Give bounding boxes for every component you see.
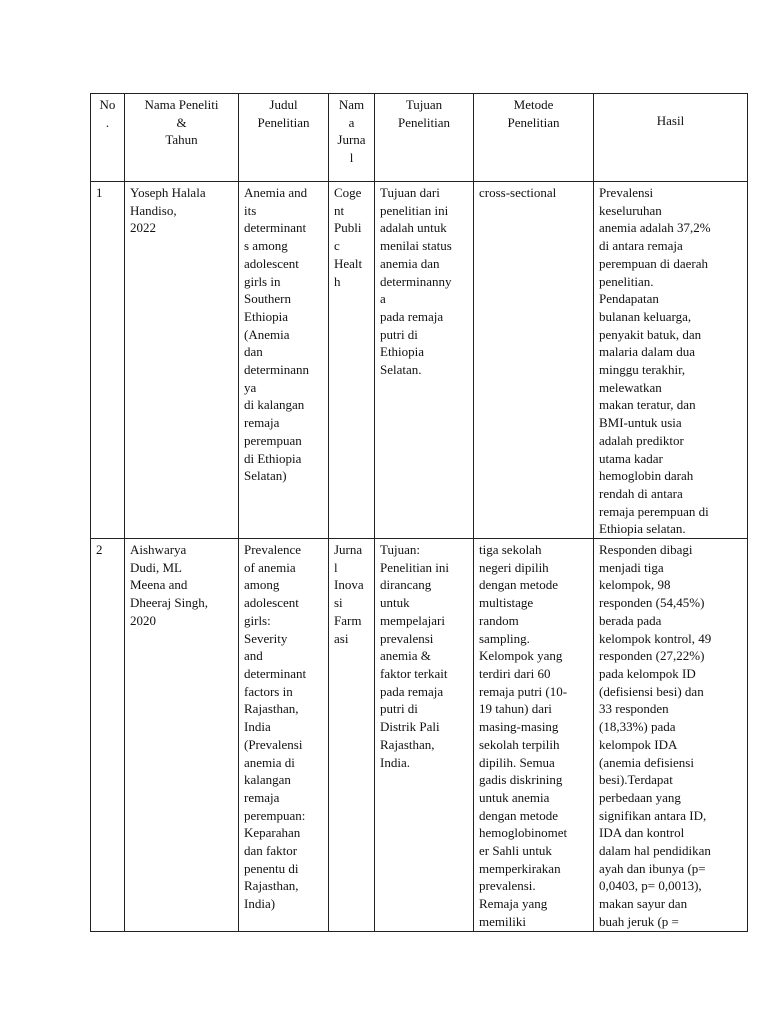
header-tujuan-penelitian: Tujuan Penelitian: [375, 94, 474, 182]
cell-nama-jurnal: Coge nt Publi c Healt h: [329, 182, 375, 539]
cell-metode-penelitian: tiga sekolah negeri dipilih dengan metode multistage random sampling. Kelompok yang terdiri dari 60 remaja putri (10- 19 tahun) dari masing-masing sekolah terpilih dipilih. Semua gadis diskrining untuk anemia dengan metode hemoglobinomet er Sahli untuk memperkirakan prevalensi. Remaja yang memiliki: [474, 539, 594, 931]
header-nama-jurnal: Nam a Jurna l: [329, 94, 375, 182]
header-metode-penelitian: Metode Penelitian: [474, 94, 594, 182]
cell-hasil: Responden dibagi menjadi tiga kelompok, 98 responden (54,45%) berada pada kelompok kontrol, 49 responden (27,22%) pada kelompok ID (defisiensi besi) dan 33 responden (18,33%) pada kelompok IDA (anemia defisiensi besi).Terdapat perbedaan yang signifikan antara ID, IDA dan kontrol dalam hal pendidikan ayah dan ibunya (p= 0,0403, p= 0,0013), makan sayur dan buah jeruk (p =: [594, 539, 748, 931]
table-row: [91, 539, 748, 931]
cell-judul-penelitian: Anemia and its determinant s among adolescent girls in Southern Ethiopia (Anemia dan determinann ya di kalangan remaja perempuan di Ethiopia Selatan): [239, 182, 329, 539]
header-judul-penelitian: Judul Penelitian: [239, 94, 329, 182]
header-nama-peneliti: Nama Peneliti & Tahun: [125, 94, 239, 182]
cell-no: 2: [91, 539, 125, 931]
cell-nama-jurnal: Jurna l Inova si Farm asi: [329, 539, 375, 931]
cell-tujuan-penelitian: Tujuan: Penelitian ini dirancang untuk mempelajari prevalensi anemia & faktor terkait pada remaja putri di Distrik Pali Rajasthan, India.: [375, 539, 474, 931]
table-header-row: [91, 94, 748, 182]
cell-judul-penelitian: Prevalence of anemia among adolescent girls: Severity and determinant factors in Rajasthan, India (Prevalensi anemia di kalangan remaja perempuan: Keparahan dan faktor penentu di Rajasthan, India): [239, 539, 329, 931]
header-no: No .: [91, 94, 125, 182]
cell-hasil: Prevalensi keseluruhan anemia adalah 37,2% di antara remaja perempuan di daerah penelitian. Pendapatan bulanan keluarga, penyakit batuk, dan malaria dalam dua minggu terakhir, melewatkan makan teratur, dan BMI-untuk usia adalah prediktor utama kadar hemoglobin darah rendah di antara remaja perempuan di Ethiopia selatan.: [594, 182, 748, 539]
header-hasil: Hasil: [594, 94, 748, 182]
cell-metode-penelitian: cross-sectional: [474, 182, 594, 539]
cell-nama-peneliti: Aishwarya Dudi, ML Meena and Dheeraj Singh, 2020: [125, 539, 239, 931]
cell-no: 1: [91, 182, 125, 539]
cell-tujuan-penelitian: Tujuan dari penelitian ini adalah untuk menilai status anemia dan determinanny a pada remaja putri di Ethiopia Selatan.: [375, 182, 474, 539]
cell-nama-peneliti: Yoseph Halala Handiso, 2022: [125, 182, 239, 539]
literature-review-table: [90, 93, 748, 932]
table-row: [91, 182, 748, 539]
